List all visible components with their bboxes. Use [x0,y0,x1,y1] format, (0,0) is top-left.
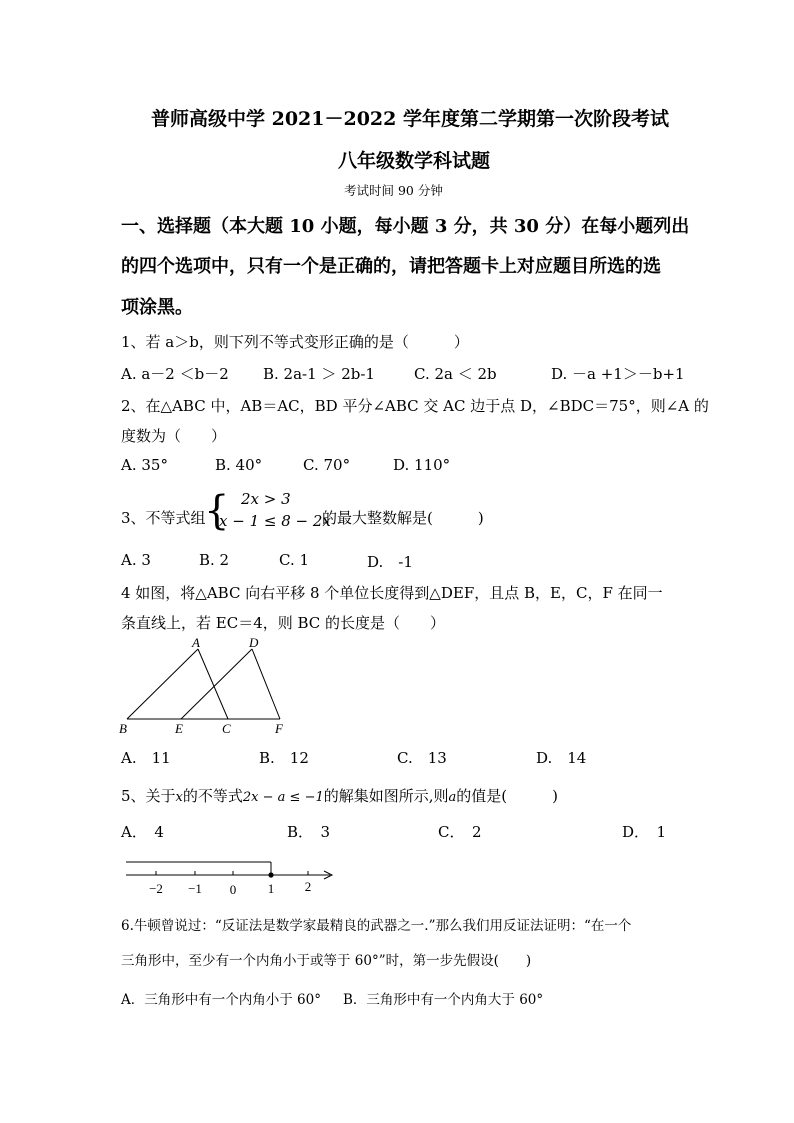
q4-option-b: B. 12 [259,749,309,767]
q4-stem-line2: 条直线上，若 EC＝4，则 BC 的长度是（ ） [121,614,446,632]
q3-suffix: 的最大整数解是( ) [322,509,484,527]
q5-var-x: x [175,790,183,805]
q5-stem [121,785,558,806]
q5-option-d: D． 1 [622,823,667,841]
label-e: E [175,721,183,736]
q6-stem-line1: 6.牛顿曾说过：“反证法是数学家最精良的武器之一.”那么我们用反证法证明：“在一个 [121,918,632,934]
q5-var-a: a [448,790,457,805]
q3-prefix: 3、不等式组 [121,509,206,527]
q1-option-b: B. 2a-1 ＞ 2b-1 [263,365,375,383]
q6-stem-line2: 三角形中，至少有一个内角小于或等于 60°”时，第一步先假设( ) [121,953,532,969]
q4-option-d: D. 14 [536,749,587,767]
label-c: C [222,721,231,736]
q2-stem-line1: 2、在△ABC 中，AB＝AC，BD 平分∠ABC 交 AC 边于点 D，∠BDC＝75°，则∠A 的 [121,397,709,415]
tick-label-0: 0 [229,882,237,897]
q1-option-a: A. a－2 ＜b－2 [121,365,229,383]
q5-inequality: 2x − a ≤ −1 [242,790,324,805]
q5-option-b: B． 3 [287,823,331,841]
label-b: B [119,721,127,736]
q3-brace: { [204,488,230,534]
label-f: F [275,721,283,736]
exam-title: 普师高级中学 2021－2022 学年度第二学期第一次阶段考试 [151,108,669,130]
q5-option-a: A． 4 [121,823,164,841]
q1-stem: 1、若 a＞b，则下列不等式变形正确的是（ ） [121,333,469,351]
tick-label-2: 2 [304,879,312,894]
q3-inequality-2: x − 1 ≤ 8 − 2x [219,512,331,530]
q3-option-a: A. 3 [121,551,151,569]
segment-ab [127,649,198,719]
q5-text-2: 的不等式 [182,787,243,805]
q5-text-3: 的解集如图所示,则 [323,787,449,805]
exam-time: 考试时间 90 分钟 [344,183,443,198]
label-a: A [192,635,200,650]
section-heading-line1: 一、选择题（本大题 10 小题，每小题 3 分，共 30 分）在每小题列出 [121,216,690,237]
tick-label-minus2: −2 [149,881,163,896]
q2-option-c: C. 70° [303,456,351,474]
exam-subtitle: 八年级数学科试题 [338,150,491,172]
q2-option-a: A. 35° [121,456,168,474]
q3-option-c: C. 1 [279,551,310,569]
segment-df [252,649,280,719]
q6-option-a: A．三角形中有一个内角小于 60° [121,992,321,1008]
q3-option-d: D. -1 [367,553,413,571]
label-d: D [249,635,259,650]
solution-endpoint [268,872,273,877]
segment-ac [198,649,228,719]
q4-option-c: C. 13 [397,749,447,767]
q2-option-d: D. 110° [393,456,451,474]
q3-option-b: B. 2 [199,551,230,569]
q6-option-b: B．三角形中有一个内角大于 60° [343,992,544,1008]
q2-option-b: B. 40° [215,456,263,474]
section-heading-line2: 的四个选项中，只有一个是正确的，请把答题卡上对应题目所选的选 [121,256,661,277]
section-heading-line3: 项涂黑。 [121,297,193,318]
tick-label-1: 1 [267,881,275,896]
segment-de [181,649,252,719]
q5-text-4: 的值是( ) [456,787,559,805]
tick-label-minus1: −1 [188,881,202,896]
q3-inequality-1: 2x > 3 [241,490,291,508]
q1-option-d: D. －a +1＞－b+1 [551,365,685,383]
q4-stem-line1: 4 如图，将△ABC 向右平移 8 个单位长度得到△DEF，且点 B，E，C，F 在同一 [121,584,663,602]
q4-triangle-figure [110,634,310,740]
q5-option-c: C． 2 [438,823,482,841]
q4-option-a: A. 11 [121,749,171,767]
q1-option-c: C. 2a ＜ 2b [414,365,497,383]
q5-number-line [118,853,348,899]
q2-stem-line2: 度数为（ ） [121,427,227,445]
q5-text-1: 5、关于 [121,787,176,805]
